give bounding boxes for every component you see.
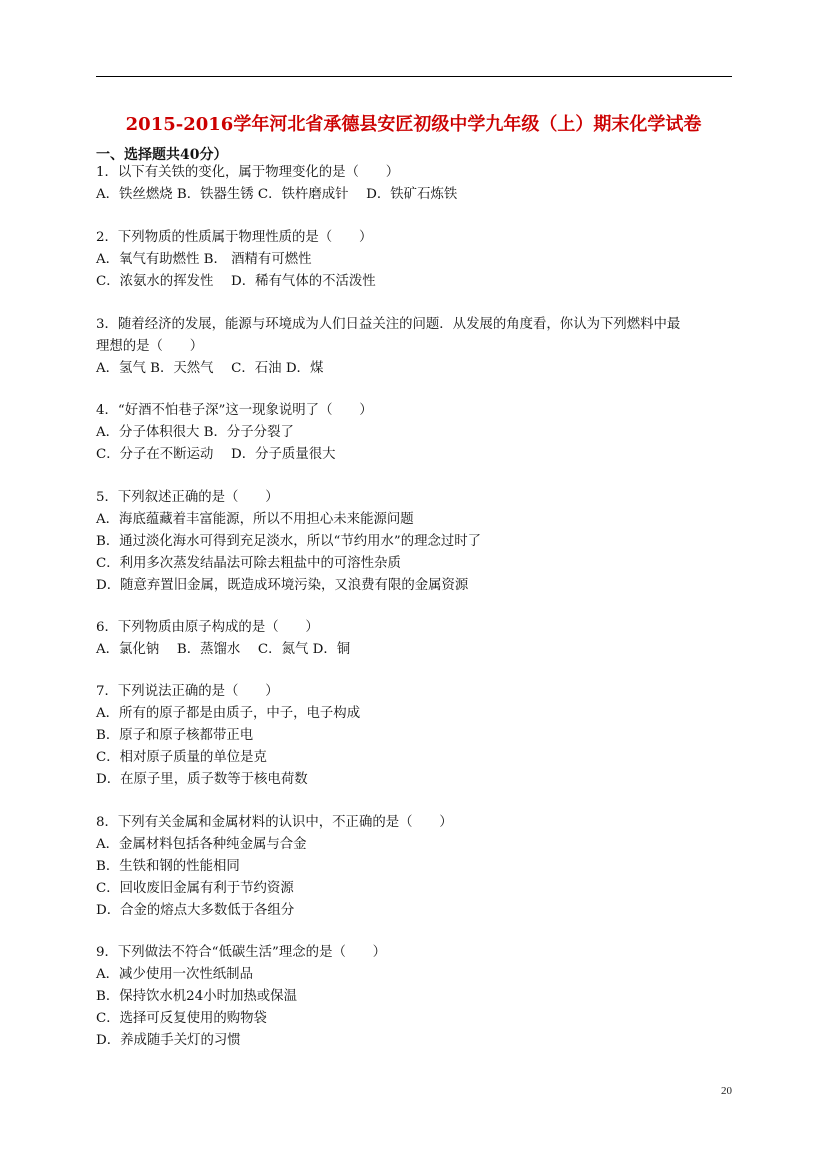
question-2: [96, 227, 736, 293]
question-4-options-ab: A．分子体积很大 B．分子分裂了: [96, 425, 294, 440]
question-1: [96, 162, 736, 206]
question-2-options-cd: C．浓氨水的挥发性 D．稀有气体的不活泼性: [96, 274, 376, 289]
question-7-option-b: B．原子和原子核都带正电: [96, 728, 254, 743]
question-1-stem: 1．以下有关铁的变化，属于物理变化的是（ ）: [96, 165, 400, 180]
question-7-option-d: D．在原子里，质子数等于核电荷数: [96, 772, 308, 787]
question-9-option-d: D．养成随手关灯的习惯: [96, 1033, 241, 1048]
question-4: [96, 400, 736, 466]
question-7-stem: 7．下列说法正确的是（ ）: [96, 684, 279, 699]
question-7-option-a: A．所有的原子都是由质子，中子，电子构成: [96, 706, 361, 721]
question-8-option-d: D．合金的熔点大多数低于各组分: [96, 903, 295, 918]
header-rule: [96, 76, 732, 77]
page-number: 20: [721, 1085, 732, 1097]
question-8-option-b: B．生铁和钢的性能相同: [96, 859, 240, 874]
exam-title: 2015-2016学年河北省承德县安匠初级中学九年级（上）期末化学试卷: [125, 114, 702, 135]
question-8-stem: 8．下列有关金属和金属材料的认识中，不正确的是（ ）: [96, 815, 453, 830]
question-9-option-b: B．保持饮水机24小时加热或保温: [96, 989, 297, 1004]
question-4-options-cd: C．分子在不断运动 D．分子质量很大: [96, 447, 336, 462]
question-9-option-c: C．选择可反复使用的购物袋: [96, 1011, 267, 1026]
question-7: [96, 681, 736, 791]
question-2-stem: 2．下列物质的性质属于物理性质的是（ ）: [96, 230, 373, 245]
question-3-stem-cont: 理想的是（ ）: [96, 339, 204, 354]
question-5-option-c: C．利用多次蒸发结晶法可除去粗盐中的可溶性杂质: [96, 556, 401, 571]
question-8-option-a: A．金属材料包括各种纯金属与合金: [96, 837, 307, 852]
question-4-stem: 4．“好酒不怕巷子深”这一现象说明了（ ）: [96, 403, 373, 418]
question-5-option-d: D．随意弃置旧金属，既造成环境污染，又浪费有限的金属资源: [96, 578, 469, 593]
question-9-option-a: A．减少使用一次性纸制品: [96, 967, 253, 982]
question-5-option-b: B．通过淡化海水可得到充足淡水，所以“节约用水”的理念过时了: [96, 534, 482, 549]
question-5-option-a: A．海底蕴藏着丰富能源，所以不用担心未来能源问题: [96, 512, 414, 527]
question-6-stem: 6．下列物质由原子构成的是（ ）: [96, 620, 319, 635]
question-6-options: A．氯化钠 B．蒸馏水 C．氮气 D．铜: [96, 642, 351, 657]
question-2-options-ab: A．氧气有助燃性 B． 酒精有可燃性: [96, 252, 312, 267]
question-3-options: A．氢气 B．天然气 C．石油 D．煤: [96, 361, 324, 376]
question-3: [96, 314, 736, 380]
question-1-options: A．铁丝燃烧 B．铁器生锈 C．铁杵磨成针 D．铁矿石炼铁: [96, 187, 458, 202]
question-7-option-c: C．相对原子质量的单位是克: [96, 750, 267, 765]
question-9-stem: 9．下列做法不符合“低碳生活”理念的是（ ）: [96, 945, 387, 960]
question-3-stem: 3．随着经济的发展，能源与环境成为人们日益关注的问题．从发展的角度看，你认为下列燃料中最: [96, 317, 681, 332]
question-5-stem: 5．下列叙述正确的是（ ）: [96, 490, 279, 505]
section-heading: 一、选择题共40分）: [96, 147, 228, 163]
question-6: [96, 617, 736, 661]
question-5: [96, 487, 736, 597]
question-9: [96, 942, 736, 1052]
question-8-option-c: C．回收废旧金属有利于节约资源: [96, 881, 294, 896]
question-8: [96, 812, 736, 922]
